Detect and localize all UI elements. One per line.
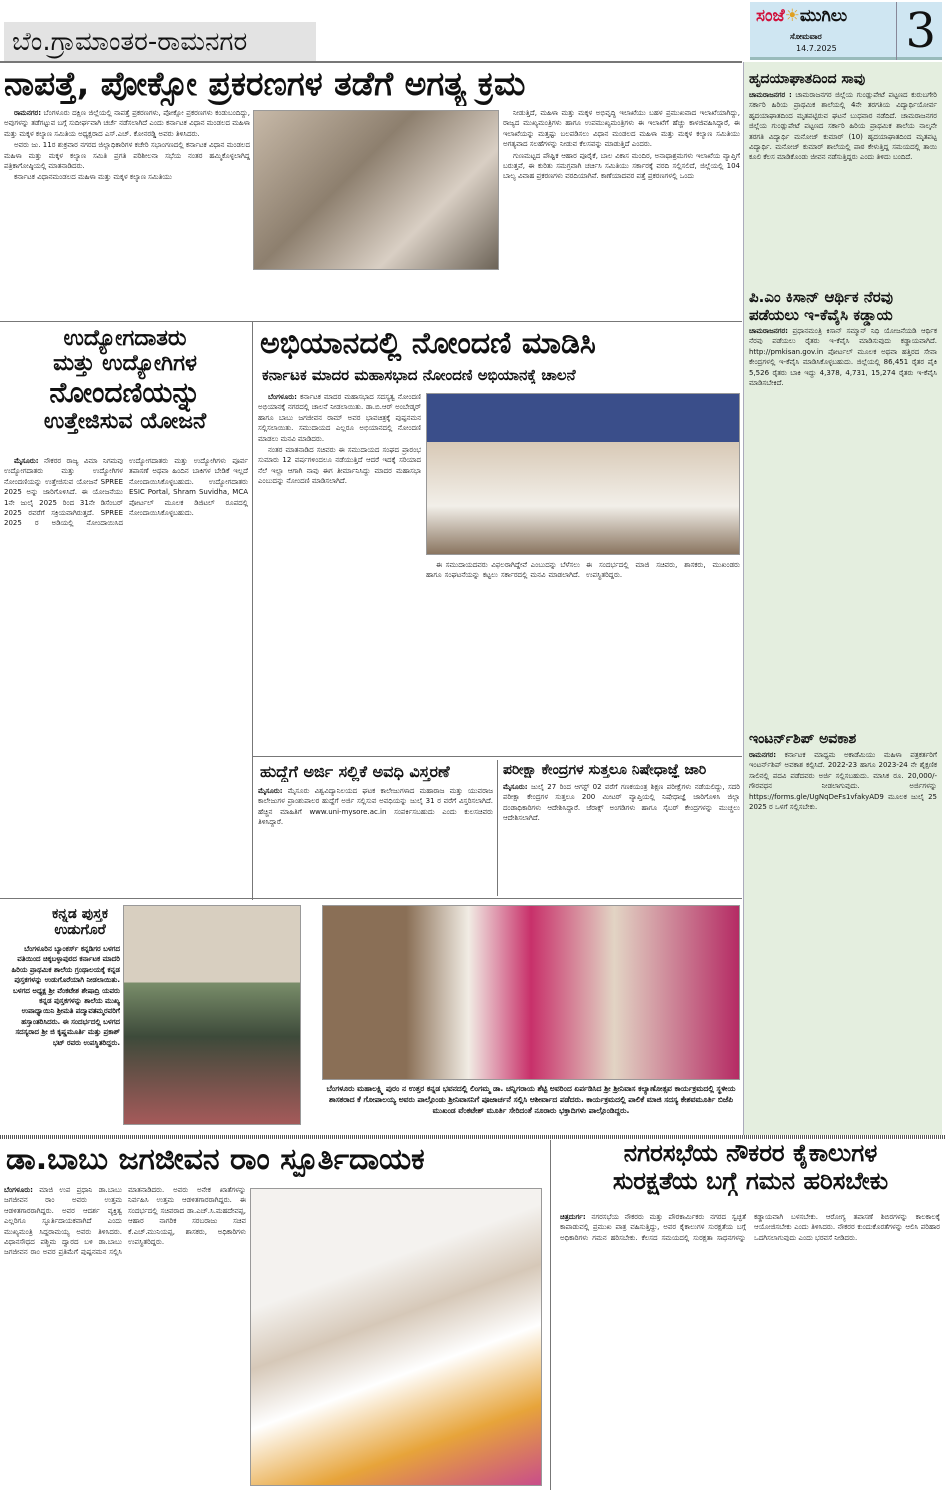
main-headline: ನಾಪತ್ತೆ, ಪೋಕ್ಸೋ ಪ್ರಕರಣಗಳ ತಡೆಗೆ ಅಗತ್ಯ ಕ್ರಮ [4, 64, 526, 103]
divider [497, 760, 498, 896]
paragraph: ನಂತರ ಮಾತನಾಡಿದ ಸಚಿವರು ಈ ಸಮುದಾಯದ ಸಂಘದ ಪ್ರಾರಂಭ ಸುಮಾರು 12 ವರ್ಷಗಳಿಂದಲೂ ನಡೆಯುತ್ತಿದೆ ಆದರೆ ಇದಕ್ಕೆ ಸರಿಯಾದ ನೆಲೆ ಇಲ್ಲಾ ಆಗಾಗಿ ನಾವು ಈಗ ತೀರ್ಮಾನಿಸಿದ್ದು ಮಾದರ ಮಹಾಸಭಾ ಎಂಬುದನ್ನು ನೋಂದಣಿ ಮಾಡಿಸಲಾಗಿದೆ. [258, 446, 421, 486]
paragraph: ಚಾಮರಾಜನಗರ ಜಿಲ್ಲೆಯ ಗುಂಡ್ಲುಪೇಟೆ ಪಟ್ಟಣದ ಕುರುಬಗೇರಿ ಸರ್ಕಾರಿ ಹಿರಿಯ ಪ್ರಾಥಮಿಕ ಶಾಲೆಯಲ್ಲಿ 4ನೇ ತರಗತಿಯ ವಿದ್ಯಾರ್ಥಿಯೋರ್ವ ಹೃದಯಾಘಾತದಿಂದ ಮೃತಪಟ್ಟಿರುವ ಘಟನೆ ಬುಧವಾರ ನಡೆದಿದೆ. ಚಾಮರಾಜನಗರ ಜಿಲ್ಲೆಯ ಗುಂಡ್ಲುಪೇಟೆ ಪಟ್ಟಣದ ಸರ್ಕಾರಿ ಹಿರಿಯ ಪ್ರಾಥಮಿಕ ಶಾಲೆಯ ನಾಲ್ಕನೇ ತರಗತಿ ವಿದ್ಯಾರ್ಥಿ ಮನೋಜ್ ಕುಮಾರ್ (10) ಹೃದಯಾಘಾತದಿಂದ ಮೃತಪಟ್ಟ ವಿದ್ಯಾರ್ಥಿ. ಮನೋಜ್ ಕುಮಾರ್ ಶಾಲೆಯಲ್ಲಿ ಪಾಠ ಕೇಳುತ್ತಿದ್ದ ಸಮಯದಲ್ಲಿ [749, 91, 937, 152]
campaign-photo [426, 393, 740, 555]
date: 14.7.2025 [796, 44, 837, 53]
divider [550, 1140, 551, 1490]
main-story-col2 [503, 108, 740, 318]
section-label: ಬೆಂ.ಗ್ರಾಮಾಂತರ-ರಾಮನಗರ [4, 22, 316, 62]
municipal-headline [556, 1140, 945, 1195]
book-body: ಬೆಂಗಳೂರಿನ ಬ್ಯಾಂಕರ್ಸ್ ಕನ್ನಡಿಗರ ಬಳಗದ ವತಿಯಿಂದ ಚಿಕ್ಕಬಳ್ಳಾಪುರದ ಕರ್ನಾಟಕ ಮಾದರಿ ಹಿರಿಯ ಪ್ರಾಥಮಿಕ ಶಾಲೆಯ ಗ್ರಂಥಾಲಯಕ್ಕೆ ಕನ್ನಡ ಪುಸ್ತಕಗಳನ್ನು ಉಡುಗೊರೆಯಾಗಿ ನೀಡಲಾಯಿತು. ಬಳಗದ ಅಧ್ಯಕ್ಷ ಶ್ರೀ ವೆಂಕಟೇಶ ಶೇಷಾದ್ರಿ ಯವರು ಕನ್ನಡ ಪುಸ್ತಕಗಳನ್ನು ಶಾಲೆಯ ಮುಖ್ಯ ಉಪಾಧ್ಯಾಯಿನಿ ಶ್ರೀಮತಿ ಪದ್ಮಾವತಮ್ಮರವರಿಗೆ ಹಸ್ತಾಂತರಿಸಿದರು. ಈ ಸಂದರ್ಭದಲ್ಲಿ ಬಳಗದ ಸದಸ್ಯರಾದ ಶ್ರೀ ಜಿ ಕೃಷ್ಣಮೂರ್ತಿ ಮತ್ತು ಪ್ರಕಾಶ್ ಭಟ್ ರವರು ಉಪಸ್ಥಿತರಿದ್ದರು. [11, 945, 120, 1047]
paragraph: ನೀಡುತ್ತಿದೆ, ಮಹಿಳಾ ಮತ್ತು ಮಕ್ಕಳ ಅಭಿವೃದ್ಧಿ ಇಲಾಖೆಯು ಬಹಳ ಪ್ರಮುಖವಾದ ಇಲಾಖೆಯಾಗಿದ್ದು, ರಾಜ್ಯದ ಮುಖ್ಯಮಂತ್ರಿಗಳು ಹಾಗೂ ಉಪಮುಖ್ಯಮಂತ್ರಿಗಳು ಈ ಇಲಾಖೆಗೆ ಹೆಚ್ಚು ಕಾಳಜಿವಹಿಸಿದ್ದಾರೆ, ಈ ಇಲಾಖೆಯನ್ನು ಮತ್ತಷ್ಟು ಬಲಪಡಿಸಲು ವಿಧಾನ ಮಂಡಲದ ಮಹಿಳಾ ಮತ್ತು ಮಕ್ಕಳ ಕಲ್ಯಾಣ ಸಮಿತಿಯು ಅಗತ್ಯವಾದ ಸಲಹೆಗಳನ್ನು ನೀಡುವ ಕೆಲಸವನ್ನು ಮಾಡುತ್ತಿದೆ ಎಂದರು. [503, 109, 740, 149]
paragraph: ಬೆಂಗಳೂರು ದಕ್ಷಿಣ ಜಿಲ್ಲೆಯಲ್ಲಿ ನಾಪತ್ತೆ ಪ್ರಕರಣಗಳು, ಪೋಕ್ಸೋ ಪ್ರಕರಣಗಳು ಕಂಡುಬಂದಿದ್ದು, ಅವುಗಳನ್ನು ತಡೆಗಟ್ಟುವ ಬಗ್ಗೆ ಸುದೀರ್ಘವಾಗಿ ಚರ್ಚೆ ನಡೆಸಲಾಗಿದೆ ಎಂದು ಕರ್ನಾಟಕ ವಿಧಾನ ಮಂಡಲದ ಮಹಿಳಾ ಮತ್ತು ಮಕ್ಕಳ ಕಲ್ಯಾಣ ಸಮಿತಿಯ ಅಧ್ಯಕ್ಷರಾದ ಎಸ್.ಎಚ್. ಕೋನರಡ್ಡಿ ಅವರು ತಿಳಿಸಿದರು. [4, 109, 250, 138]
paragraph: ಪ್ರಧಾನಮಂತ್ರಿ ಕಿಸಾನ್ ಸಮ್ಮಾನ್ ನಿಧಿ ಯೋಜನೆಯಡಿ ಆರ್ಥಿಕ ನೆರವು ಪಡೆಯಲು ರೈತರು ಇ-ಕೆವೈಸಿ ಮಾಡಿಸುವುದು ಕಡ್ಡಾಯವಾಗಿದೆ. http://pmkisan.gov.in ಪೋರ್ಟಲ್ ಮೂಲಕ ಅಥವಾ ಹತ್ತಿರದ ಸೇವಾ ಕೇಂದ್ರಗಳಲ್ಲಿ ಇ-ಕೆವೈಸಿ ಮಾಡಿಸಿಕೊಳ್ಳಬಹುದು. ಜಿಲ್ಲೆಯಲ್ಲಿ 86,451 ರೈತರ ಪೈಕಿ 5,526 ರೈತರು ಬಾಕಿ ಇದ್ದು 4,378, 4,731, 15,274 ರೈತರು ಇ-ಕೆವೈಸಿ ಮಾಡಿಸಬೇಕಿದೆ. [749, 327, 937, 388]
paragraph: ಕರ್ನಾಟಕ ಮಾದರ ಮಹಾಸಭಾದ ಸದಸ್ಯತ್ವ ನೋಂದಣಿ ಅಭಿಯಾನಕ್ಕೆ ನಗರದಲ್ಲಿ ಚಾಲನೆ ನೀಡಲಾಯಿತು. ಡಾ.ಬಿ.ಆರ್ ಅಂಬೇಡ್ಕರ್ ಹಾಗೂ ಬಾಬು ಜಗಜೀವನ ರಾಮ್ ಅವರ ಭಾವಚಿತ್ರಕ್ಕೆ ಪುಷ್ಪನಮನ ಸಲ್ಲಿಸಲಾಯಿತು. ಸಮುದಾಯದ ಎಲ್ಲರೂ ಅಭಿಯಾನದಲ್ಲಿ ನೋಂದಣಿ ಮಾಡಲು ಮನವಿ ಮಾಡಿದರು. [258, 393, 421, 443]
paragraph: ತಾಯಿ ಕೂಲಿ ಕೆಲಸ ಮಾಡಿಕೊಂಡು ಜೀವನ ನಡೆಸುತ್ತಿದ್ದರು ಎಂದು ತಿಳಿದು ಬಂದಿದೆ. [749, 143, 937, 162]
day: ಸೋಮವಾರ [790, 32, 822, 41]
employment-headline [0, 326, 250, 434]
jagjivan-photo [250, 1188, 542, 1486]
headline-line: ಸುರಕ್ಷತೆಯ ಬಗ್ಗೆ ಗಮನ ಹರಿಸಬೇಕು [612, 1166, 889, 1195]
dateline: ಚಾಮರಾಜನಗರ : [749, 91, 792, 99]
sidebar-headline-3: ಇಂಟರ್ನ್‌ಶಿಪ್ ಅವಕಾಶ [749, 731, 857, 747]
paragraph: ಅವರು ಜು. 11ರ ಶುಕ್ರವಾರ ನಗರದ ಜಿಲ್ಲಾಧಿಕಾರಿಗಳ ಕಚೇರಿ ಸಭಾಂಗಣದಲ್ಲಿ ಕರ್ನಾಟಕ ವಿಧಾನ ಮಂಡಲದ ಮಹಿಳಾ ಮತ್ತು ಮಕ್ಕಳ ಕಲ್ಯಾಣ ಸಮಿತಿ ಪ್ರಗತಿ ಪರಿಶೀಲನಾ ಸಭೆಯ ನಂತರ ಹಮ್ಮಿಕೊಳ್ಳಲಾಗಿದ್ದ ಪತ್ರಿಕಾಗೋಷ್ಠಿಯಲ್ಲಿ ಮಾತನಾಡಿದರು. [4, 141, 250, 171]
post-headline: ಹುದ್ದೆಗೆ ಅರ್ಜಿ ಸಲ್ಲಿಕೆ ಅವಧಿ ವಿಸ್ತರಣೆ [260, 762, 450, 781]
sidebar [743, 62, 942, 1135]
page-number: 3 [896, 2, 936, 60]
paragraph: ನಗರಸಭೆಯ ನೌಕರರು ಮತ್ತು ಪೌರಕಾರ್ಮಿಕರು ನಗರದ ಸ್ವಚ್ಛತೆ ಕಾಪಾಡುವಲ್ಲಿ ಪ್ರಮುಖ ಪಾತ್ರ ವಹಿಸುತ್ತಿದ್ದು, ಅವರ ಕೈಕಾಲುಗಳ ಸುರಕ್ಷತೆಯ ಬಗ್ಗೆ ಅಧಿಕಾರಿಗಳು ಗಮನ ಹರಿಸಬೇಕು. ಕೆಲಸದ ಸಮಯದಲ್ಲಿ ಸುರಕ್ಷತಾ ಸಾಧನಗಳನ್ನು ಕಡ್ಡಾಯವಾಗಿ ಬಳಸಬೇಕು. ಆರೋಗ್ಯ ತಪಾಸಣೆ ಶಿಬಿರಗಳನ್ನು ಕಾಲಕಾಲಕ್ಕೆ ಆಯೋಜಿಸಬೇಕು ಎಂದು ತಿಳಿಸಿದರು. ನೌಕರರ ಕುಂದುಕೊರತೆಗಳನ್ನು ಆಲಿಸಿ ಪರಿಹಾರ ಒದಗಿಸಲಾಗುವುದು ಎಂದು ಭರವಸೆ ನೀಡಿದರು. [560, 1213, 940, 1242]
campaign-col1 [258, 392, 421, 752]
newspaper-logo [756, 6, 847, 26]
campaign-col2 [426, 560, 740, 752]
dateline: ಮೈಸೂರು: [14, 457, 39, 465]
paragraph: ಗುಣಮಟ್ಟದ ಪೌಷ್ಟಿಕ ಆಹಾರ ಪೂರೈಕೆ, ಬಾಲ ವಿಕಾಸ ಮಂದಿರ, ಅನಾಥಾಶ್ರಮಗಳು ಇಲಾಖೆಯ ವ್ಯಾಪ್ತಿಗೆ ಬರುತ್ತವೆ, ಈ ಕುರಿತು ಸಮಗ್ರವಾಗಿ ಚರ್ಚಿಸಿ ಸಮಿತಿಯು ಸರ್ಕಾರಕ್ಕೆ ವರದಿ ಸಲ್ಲಿಸಲಿದೆ, ಜಿಲ್ಲೆಯಲ್ಲಿ 104 ಬಾಲ್ಯ ವಿವಾಹ ಪ್ರಕರಣಗಳು ವರದಿಯಾಗಿವೆ. ಕಾಣೆಯಾದವರ ಪತ್ತೆ ಪ್ರಕರಣಗಳಲ್ಲಿ ಒಂದು [503, 151, 740, 181]
paragraph: ಈ ಸಮುದಾಯದವರು ವಿಫಲರಾಗಿದ್ದೇವೆ ಎಂಬುದನ್ನು ಬೆಳೆಸಲು ಹಾಗೂ ಸಂಘಟನೆಯನ್ನು ಕಟ್ಟಲು ಸರ್ಕಾರದಲ್ಲಿ ಮನವಿ ಮಾಡಲಾಗಿದೆ. ಈ ಸಂದರ್ಭದಲ್ಲಿ ಮಾಜಿ ಸಚಿವರು, ಶಾಸಕರು, ಮುಖಂಡರು ಉಪಸ್ಥಿತರಿದ್ದರು. [426, 561, 740, 580]
dateline: ರಾಮನಗರ: [14, 109, 42, 117]
headline-line: ಮತ್ತು ಉದ್ಯೋಗಿಗಳ [53, 351, 197, 377]
main-story-col1 [4, 108, 250, 318]
dateline: ಮೈಸೂರು: [503, 783, 528, 791]
employment-body [4, 456, 248, 894]
headline-line: ನೋಂದಣಿಯನ್ನು [49, 375, 201, 409]
post-body [258, 786, 493, 894]
paragraph: ಕರ್ನಾಟಕ ವಿಧಾನಮಂಡಲದ ಮಹಿಳಾ ಮತ್ತು ಮಕ್ಕಳ ಕಲ್ಯಾಣ ಸಮಿತಿಯು [14, 173, 173, 182]
divider [253, 756, 742, 757]
sun-icon: ☀ [784, 6, 800, 26]
book-donation-photo [123, 905, 301, 1125]
divider [252, 322, 253, 900]
temple-photo [322, 905, 740, 1080]
paragraph: ಜುಲೈ 27 ರಿಂದ ಆಗಸ್ಟ್ 02 ವರೆಗೆ ಗಣಕಯಂತ್ರ ಶಿಕ್ಷಣ ಪರೀಕ್ಷೆಗಳು ನಡೆಯಲಿದ್ದು, ಸದರಿ ಪರೀಕ್ಷಾ ಕೇಂದ್ರಗಳ ಸುತ್ತಲೂ 200 ಮೀಟರ್ ವ್ಯಾಪ್ತಿಯಲ್ಲಿ ನಿಷೇಧಾಜ್ಞೆ ಜಾರಿಗೊಳಿಸಿ ಜಿಲ್ಲಾ ದಂಡಾಧಿಕಾರಿಗಳು ಆದೇಶಿಸಿದ್ದಾರೆ. ಜೆರಾಕ್ಸ್ ಅಂಗಡಿಗಳು ಹಾಗೂ ಸೈಬರ್ ಕೇಂದ್ರಗಳನ್ನು ಮುಚ್ಚಲು ಆದೇಶಿಸಲಾಗಿದೆ. [503, 783, 740, 823]
jagjivan-body [4, 1185, 246, 1485]
campaign-subheadline: ಕರ್ನಾಟಕ ಮಾದರ ಮಹಾಸಭಾದ ನೋಂದಣಿ ಅಭಿಯಾನಕ್ಕೆ ಚಾಲನೆ [262, 366, 576, 384]
dateline: ಚಾಮರಾಜನಗರ: [749, 327, 788, 335]
headline-line: ಉತ್ತೇಜಿಸುವ ಯೋಜನೆ [43, 408, 207, 434]
meeting-photo [253, 110, 499, 270]
paragraph: ನೌಕರರ ರಾಜ್ಯ ವಿಮಾ ನಿಗಮವು ಉದ್ಯೋಗದಾತರು ಮತ್ತು ಉದ್ಯೋಗಿಗಳ ನೋಂದಣಿಯನ್ನು ಉತ್ತೇಜಿಸುವ ಯೋಜನೆ SPREE 2025 ಅನ್ನು ಜಾರಿಗೊಳಿಸಿದೆ. ಈ ಯೋಜನೆಯು 1ನೇ ಜುಲೈ 2025 ರಿಂದ 31ನೇ ಡಿಸೆಂಬರ್ 2025 ರವರೆಗೆ ಸಕ್ರಿಯವಾಗಿರುತ್ತದೆ. SPREE 2025 ರ ಅಡಿಯಲ್ಲಿ ನೋಂದಾಯಿಸಿದ ಉದ್ಯೋಗದಾತರು ಮತ್ತು ಉದ್ಯೋಗಿಗಳು ಪೂರ್ವ ತಪಾಸಣೆ ಅಥವಾ ಹಿಂದಿನ ಬಾಕಿಗಳ ಬೇಡಿಕೆ ಇಲ್ಲದೆ ನೋಂದಾಯಿಸಿಕೊಳ್ಳಬಹುದು. ಉದ್ಯೋಗದಾತರು ESIC Portal, Shram Suvidha, MCA ಪೋರ್ಟಲ್ ಮೂಲಕ ಡಿಜಿಟಲ್ ರೂಪದಲ್ಲಿ ನೋಂದಾಯಿಸಿಕೊಳ್ಳಬಹುದು. [4, 457, 248, 528]
dateline: ಚಿತ್ರದುರ್ಗ: [560, 1213, 586, 1221]
logo-part2: ಮುಗಿಲು [799, 6, 848, 26]
campaign-headline: ಅಭಿಯಾನದಲ್ಲಿ ನೋಂದಣಿ ಮಾಡಿಸಿ [260, 326, 596, 361]
paragraph: ಮೈಸೂರು ವಿಶ್ವವಿದ್ಯಾನಿಲಯದ ಘಟಕ ಕಾಲೇಜುಗಳಾದ ಮಹಾರಾಜ ಮತ್ತು ಯುವರಾಜ ಕಾಲೇಜುಗಳ ಪ್ರಾಂಶುಪಾಲರ ಹುದ್ದೆಗೆ ಅರ್ಜಿ ಸಲ್ಲಿಸುವ ಅವಧಿಯನ್ನು ಜುಲೈ 31 ರ ವರೆಗೆ ವಿಸ್ತರಿಸಲಾಗಿದೆ. ಹೆಚ್ಚಿನ ಮಾಹಿತಿಗೆ www.uni-mysore.ac.in ಸಂಪರ್ಕಿಸಬಹುದು ಎಂದು ಕುಲಸಚಿವರು ತಿಳಿಸಿದ್ದಾರೆ. [258, 787, 493, 827]
sidebar-headline-1: ಹೃದಯಾಘಾತದಿಂದ ಸಾವು [749, 71, 866, 87]
dateline: ರಾಮನಗರ: [749, 751, 777, 759]
book-headline: ಕನ್ನಡ ಪುಸ್ತಕ ಉಡುಗೊರೆ [51, 906, 109, 939]
paragraph: ಮಾಜಿ ಉಪ ಪ್ರಧಾನಿ ಡಾ.ಬಾಬು ಜಗಜೀವನ ರಾಂ ಅವರು ಉತ್ತಮ ಆಡಳಿತಗಾರರಾಗಿದ್ದರು. ಅವರ ಆದರ್ಶ ವ್ಯಕ್ತಿತ್ವ ಎಲ್ಲರಿಗೂ ಸ್ಫೂರ್ತಿದಾಯಕವಾಗಿದೆ ಎಂದು ಮುಖ್ಯಮಂತ್ರಿ ಸಿದ್ದರಾಮಯ್ಯ ಅವರು ತಿಳಿಸಿದರು. ವಿಧಾನಸೌಧದ ಪಶ್ಚಿಮ ದ್ವಾರದ ಬಳಿ ಡಾ.ಬಾಬು ಜಗಜೀವನ ರಾಂ ಅವರ ಪ್ರತಿಮೆಗೆ ಪುಷ್ಪನಮನ ಸಲ್ಲಿಸಿ ಮಾತನಾಡಿದರು. ಅವರು ಅನೇಕ ಖಾತೆಗಳನ್ನು ನಿರ್ವಹಿಸಿ ಉತ್ತಮ ಆಡಳಿತಗಾರರಾಗಿದ್ದರು. ಈ ಸಂದರ್ಭದಲ್ಲಿ ಸಚಿವರಾದ ಡಾ.ಎಚ್.ಸಿ.ಮಹದೇವಪ್ಪ, ಆಹಾರ ನಾಗರಿಕ ಸರಬರಾಜು ಸಚಿವ ಕೆ.ಎಚ್.ಮುನಿಯಪ್ಪ, ಶಾಸಕರು, ಅಧಿಕಾರಿಗಳು ಉಪಸ್ಥಿತರಿದ್ದರು. [4, 1186, 246, 1257]
jagjivan-headline: ಡಾ.ಬಾಬು ಜಗಜೀವನ ರಾಂ ಸ್ಫೂರ್ತಿದಾಯಕ [6, 1142, 425, 1177]
divider [0, 321, 742, 322]
dateline: ಬೆಂಗಳೂರು: [268, 393, 297, 401]
exam-body [503, 782, 740, 894]
headline-line: ನಗರಸಭೆಯ ನೌಕರರ ಕೈಕಾಲುಗಳ [623, 1139, 878, 1167]
logo-part1: ಸಂಜೆ [756, 6, 785, 26]
masthead [750, 2, 942, 60]
headline-line: ಉದ್ಯೋಗದಾತರು [63, 326, 187, 351]
dateline: ಮೈಸೂರು: [258, 787, 283, 795]
temple-caption: ಬೆಂಗಳೂರು ಮಹಾಲಕ್ಷ್ಮಿ ಪುರಂ ನ ಉತ್ತರ ಕನ್ನಡ ಭವನದಲ್ಲಿ ಲಿಂಗಮ್ಮ ಡಾ. ಚನ್ನಿಗರಾಯ ಶೆಟ್ಟಿ ಅವರಿಂದ ಏರ್ಪಡಿಸಿದ ಶ್ರೀ ಶ್ರೀನಿವಾಸ ಕಲ್ಯಾಣೋತ್ಸವ ಕಾರ್ಯಕ್ರಮದಲ್ಲಿ ಸ್ಥಳೀಯ ಶಾಸಕರಾದ ಕೆ ಗೋಪಾಲಯ್ಯ ಅವರು ಪಾಲ್ಗೊಂಡು ಶ್ರೀನಿವಾಸನಿಗೆ ಪೂಜಾರ್ಚನೆ ಸಲ್ಲಿಸಿ ಆಶೀರ್ವಾದ ಪಡೆದರು. ಕಾರ್ಯಕ್ರಮದಲ್ಲಿ ಪಾಲಿಕೆ ಮಾಜಿ ಸದಸ್ಯ ಕೇಶವಮೂರ್ತಿ ಬಿಜೆಪಿ ಮುಖಂಡ ವೆಂಕಟೇಶ್ ಮೂರ್ತಿ ಸೇರಿದಂತೆ ನೂರಾರು ಭಕ್ತಾದಿಗಳು ಪಾಲ್ಗೊಂಡಿದ್ದರು. [326, 1084, 736, 1115]
divider [0, 898, 742, 899]
dateline: ಬೆಂಗಳೂರು: [4, 1186, 33, 1194]
paragraph: ಕರ್ನಾಟಕ ಮಾಧ್ಯಮ ಅಕಾಡೆಮಿಯು ಮಹಿಳಾ ಪತ್ರಕರ್ತರಿಗೆ ಇಂಟರ್ನ್‌ಶಿಪ್ ಅವಕಾಶ ಕಲ್ಪಿಸಿದೆ. 2022-23 ಹಾಗೂ 2023-24 ನೇ ಶೈಕ್ಷಣಿಕ ಸಾಲಿನಲ್ಲಿ ಪದವಿ ಪಡೆದವರು ಅರ್ಜಿ ಸಲ್ಲಿಸಬಹುದು. ಮಾಸಿಕ ರೂ. 20,000/- ಗೌರವಧನ ನೀಡಲಾಗುವುದು. ಅರ್ಜಿಗಳನ್ನು https://forms.gle/UgNqDeFs1vfakyAD9 ಮೂಲಕ ಜುಲೈ 25 2025 ರ ಒಳಗೆ ಸಲ್ಲಿಸಬೇಕು. [749, 751, 937, 812]
municipal-body [560, 1212, 940, 1487]
sidebar-headline-2: ಪಿ.ಎಂ ಕಿಸಾನ್ ಆರ್ಥಿಕ ನೆರವು ಪಡೆಯಲು ಇ-ಕೆವೈಸಿ ಕಡ್ಡಾಯ [749, 288, 893, 324]
exam-headline: ಪರೀಕ್ಷಾ ಕೇಂದ್ರಗಳ ಸುತ್ತಲೂ ನಿಷೇಧಾಜ್ಞೆ ಜಾರಿ [503, 762, 707, 778]
